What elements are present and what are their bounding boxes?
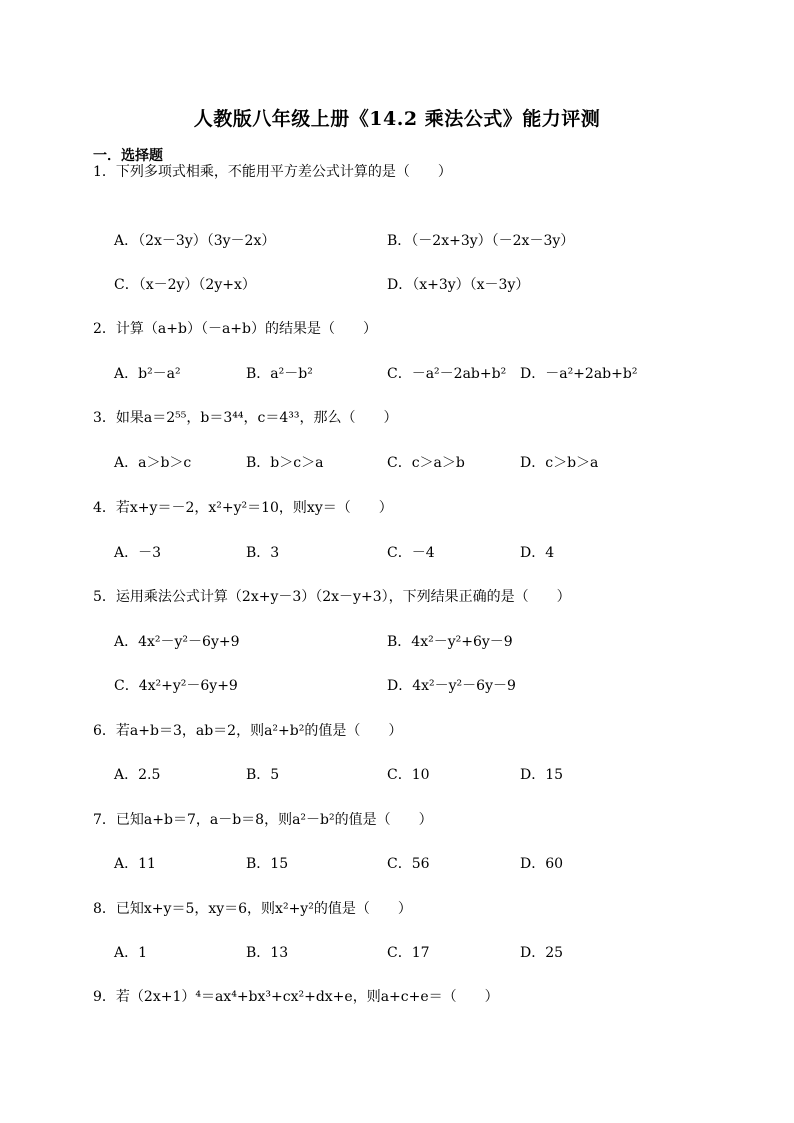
question-3-option-C: C．c＞a＞b <box>387 455 465 471</box>
question-3-option-B: B．b＞c＞a <box>246 455 324 471</box>
question-4-option-B: B．3 <box>246 545 280 561</box>
question-2-option-B: B．a²－b² <box>246 366 313 382</box>
question-1-option-C: C．（x－2y）（2y+x） <box>114 277 256 293</box>
document-title: 人教版八年级上册《14.2 乘法公式》能力评测 <box>193 108 601 130</box>
question-1-stem: 1．下列多项式相乘，不能用平方差公式计算的是（ ） <box>93 164 452 180</box>
question-8-stem: 8．已知x+y＝5，xy＝6，则x²+y²的值是（ ） <box>93 901 412 917</box>
question-3-stem: 3．如果a＝2⁵⁵，b＝3⁴⁴，c＝4³³，那么（ ） <box>93 410 398 426</box>
question-6-option-A: A．2.5 <box>114 767 161 783</box>
question-2-option-C: C．－a²－2ab+b² <box>387 366 507 382</box>
question-7-option-C: C．56 <box>387 856 430 872</box>
question-9-stem: 9．若（2x+1）⁴＝ax⁴+bx³+cx²+dx+e，则a+c+e＝（ ） <box>93 989 499 1005</box>
question-4-option-A: A．－3 <box>114 545 162 561</box>
question-8-option-D: D．25 <box>520 945 564 961</box>
question-2-option-A: A．b²－a² <box>114 366 181 382</box>
question-6-option-B: B．5 <box>246 767 280 783</box>
question-1-option-D: D．（x+3y）（x－3y） <box>387 277 530 293</box>
question-4-stem: 4．若x+y＝－2，x²+y²＝10，则xy＝（ ） <box>93 500 393 516</box>
question-6-stem: 6．若a+b＝3，ab＝2，则a²+b²的值是（ ） <box>93 723 403 739</box>
section-heading: 一．选择题 <box>93 148 163 164</box>
question-8-option-C: C．17 <box>387 945 430 961</box>
question-4-option-C: C．－4 <box>387 545 435 561</box>
question-8-option-B: B．13 <box>246 945 289 961</box>
question-1-option-B: B．（－2x+3y）（－2x－3y） <box>387 233 575 249</box>
question-7-option-B: B．15 <box>246 856 289 872</box>
question-6-option-D: D．15 <box>520 767 564 783</box>
question-1-option-A: A．（2x－3y）（3y－2x） <box>114 233 276 249</box>
question-7-stem: 7．已知a+b＝7，a－b＝8，则a²－b²的值是（ ） <box>93 812 433 828</box>
question-3-option-D: D．c＞b＞a <box>520 455 599 471</box>
question-5-stem: 5．运用乘法公式计算（2x+y－3）（2x－y+3），下列结果正确的是（ ） <box>93 589 571 605</box>
question-3-option-A: A．a＞b＞c <box>114 455 192 471</box>
question-5-option-D: D．4x²－y²－6y－9 <box>387 678 516 694</box>
question-5-option-C: C．4x²+y²－6y+9 <box>114 678 238 694</box>
question-5-option-A: A．4x²－y²－6y+9 <box>114 634 240 650</box>
question-8-option-A: A．1 <box>114 945 148 961</box>
question-2-option-D: D．－a²+2ab+b² <box>520 366 638 382</box>
question-7-option-A: A．11 <box>114 856 156 872</box>
question-6-option-C: C．10 <box>387 767 430 783</box>
question-4-option-D: D．4 <box>520 545 555 561</box>
question-5-option-B: B．4x²－y²+6y－9 <box>387 634 513 650</box>
question-7-option-D: D．60 <box>520 856 564 872</box>
question-2-stem: 2．计算（a+b）（－a+b）的结果是（ ） <box>93 321 377 337</box>
